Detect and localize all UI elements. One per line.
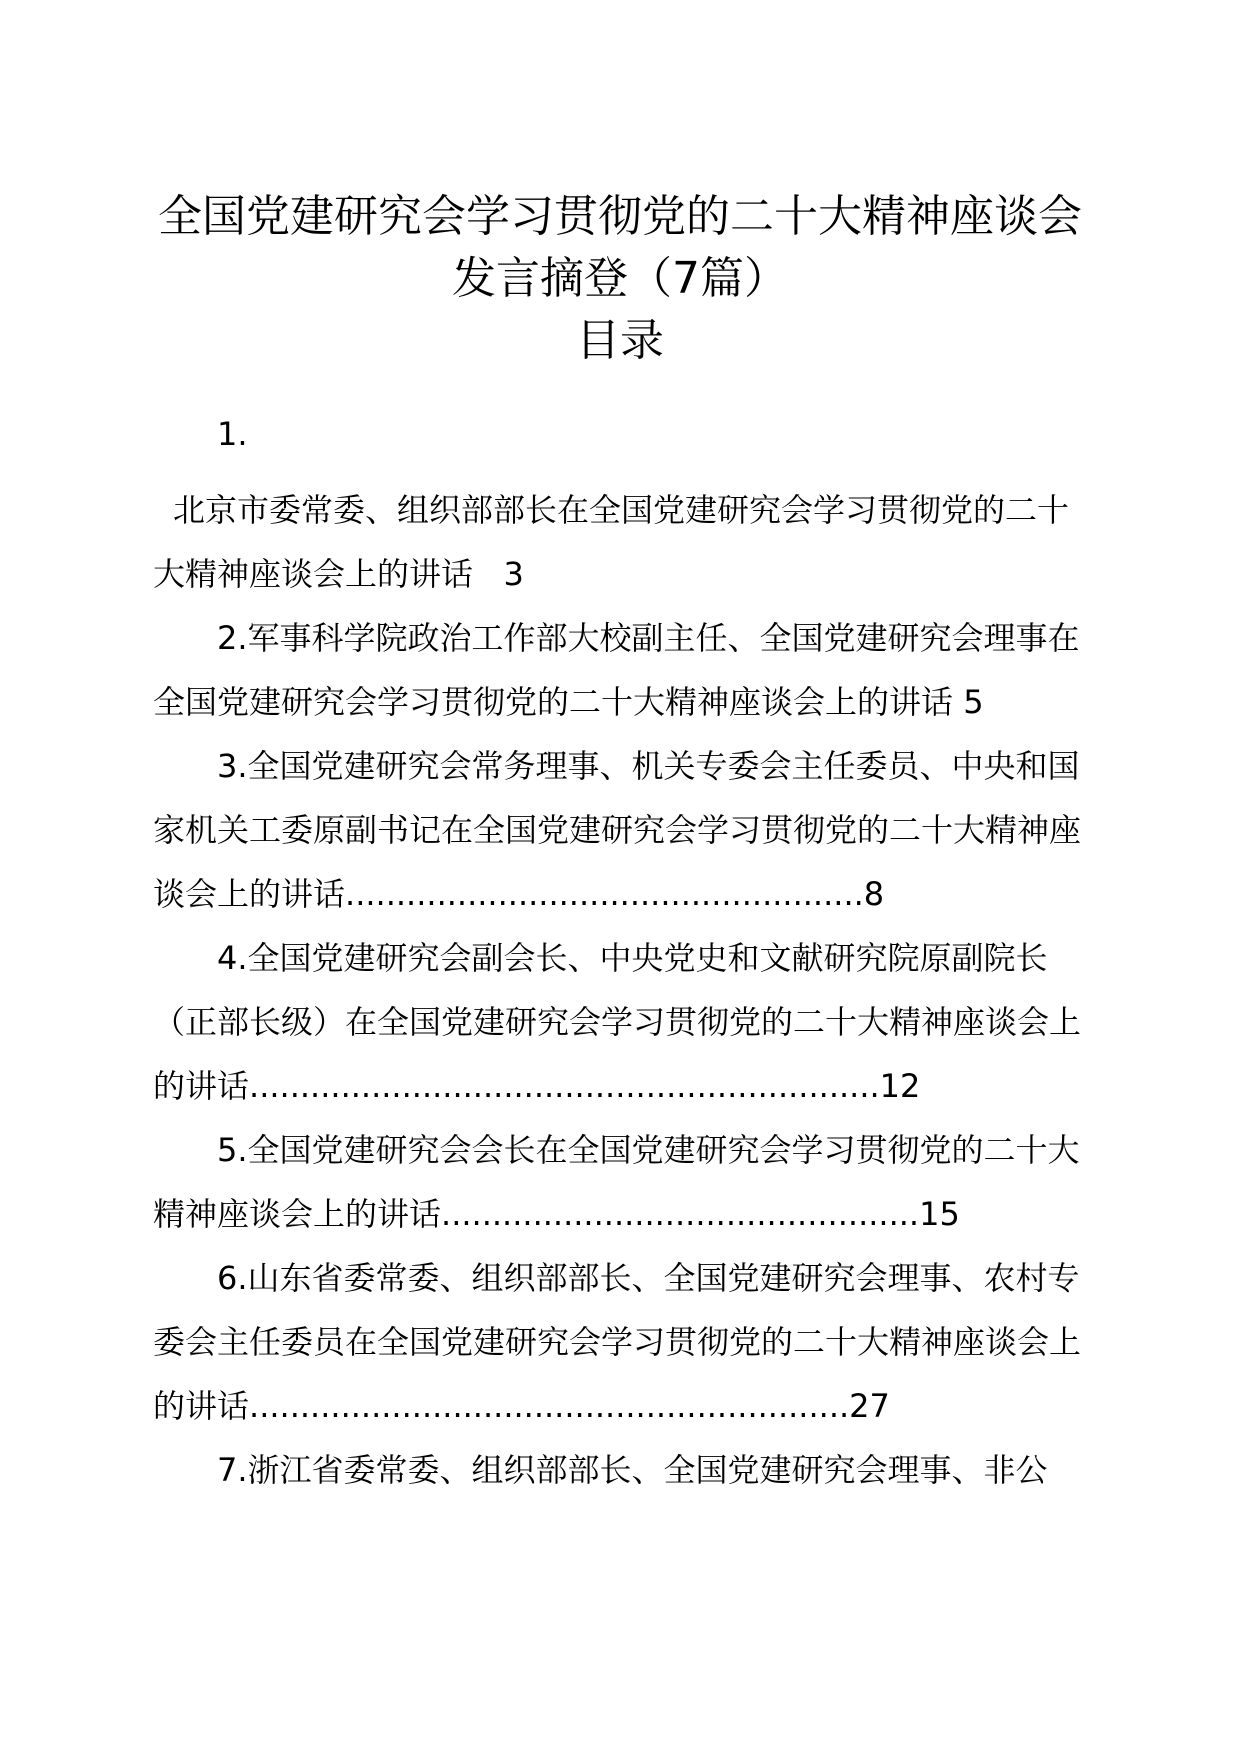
toc-entry-5-text: 全国党建研究会会长在全国党建研究会学习贯彻党的二十大精神座谈会上的讲话 [153, 1131, 1080, 1233]
toc-entry-5-page: 15 [919, 1195, 960, 1233]
toc-entry-2-page: 5 [963, 683, 984, 721]
toc-entry-6-leader: ........................................................... [249, 1387, 850, 1425]
toc-entry-7[interactable] [153, 1438, 1083, 1502]
toc-entry-3-number: 3. [217, 747, 248, 785]
toc-entry-2[interactable] [153, 606, 1083, 734]
toc-entry-6-number: 6. [217, 1259, 248, 1297]
toc-entry-4-text: 全国党建研究会副会长、中央党史和文献研究院原副院长（正部长级）在全国党建研究会学习贯彻党的二十大精神座谈会上的讲话 [153, 939, 1082, 1105]
toc-entry-4-leader: .............................................................. [249, 1067, 880, 1105]
toc-entry-1[interactable] [153, 478, 1083, 606]
toc-entry-6-text: 山东省委常委、组织部部长、全国党建研究会理事、农村专委会主任委员在全国党建研究会学习贯彻党的二十大精神座谈会上的讲话 [153, 1259, 1082, 1425]
toc-entry-1-page: 3 [503, 555, 524, 593]
title-block [150, 186, 1090, 372]
toc-entry-3-text: 全国党建研究会常务理事、机关专委会主任委员、中央和国家机关工委原副书记在全国党建研究会学习贯彻党的二十大精神座谈会上的讲话 [153, 747, 1082, 913]
toc-entry-5-number: 5. [217, 1131, 248, 1169]
toc-entry-1-text: 北京市委常委、组织部部长在全国党建研究会学习贯彻党的二十大精神座谈会上的讲话 [153, 491, 1070, 593]
toc-entry-5[interactable] [153, 1118, 1083, 1246]
toc-entry-2-number: 2. [217, 619, 248, 657]
toc-entry-6-page: 27 [849, 1387, 890, 1425]
toc-entry-4-page: 12 [879, 1067, 921, 1105]
toc-entry-4-number: 4. [217, 939, 248, 977]
toc-entry-3[interactable] [153, 734, 1083, 926]
toc-entry-1-leader [473, 555, 504, 593]
toc-entry-2-text: 军事科学院政治工作部大校副主任、全国党建研究会理事在全国党建研究会学习贯彻党的二十大精神座谈会上的讲话 [153, 619, 1080, 721]
toc-heading: 目录 [576, 315, 664, 366]
toc-entry-3-page: 8 [863, 875, 885, 913]
toc-entry-1-number: 1. [217, 415, 248, 453]
toc-entry-5-leader: ............................................... [441, 1195, 920, 1233]
toc-entry-7-number: 7. [217, 1451, 248, 1489]
toc-entry-6[interactable] [153, 1246, 1083, 1438]
toc-entry-2-leader [953, 683, 963, 721]
toc-entry-3-leader: ................................................... [345, 875, 864, 913]
document-title: 全国党建研究会学习贯彻党的二十大精神座谈会发言摘登（7篇） [158, 191, 1082, 304]
table-of-contents [153, 402, 1083, 1502]
toc-entry-7-text: 浙江省委常委、组织部部长、全国党建研究会理事、非公 [247, 1451, 1048, 1489]
toc-entry-4[interactable] [153, 926, 1083, 1118]
